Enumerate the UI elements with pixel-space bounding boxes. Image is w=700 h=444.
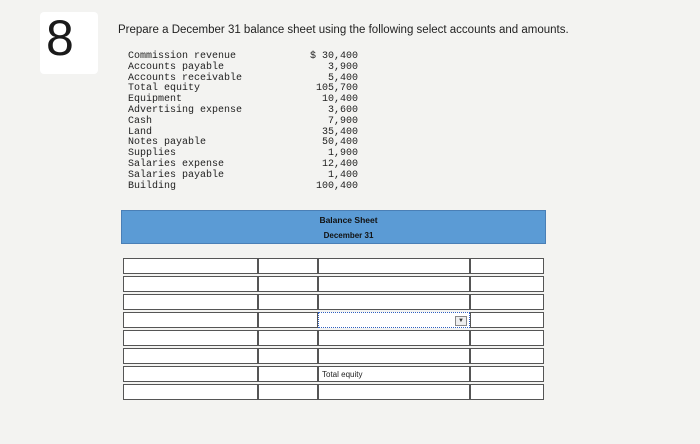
- balance-sheet-grid: [121, 244, 546, 402]
- accounts-list: [128, 52, 358, 192]
- table-row: [121, 312, 546, 328]
- account-name: Building: [128, 180, 177, 192]
- account-select[interactable]: [318, 312, 470, 328]
- table-row: [121, 348, 546, 364]
- account-input[interactable]: [318, 348, 470, 364]
- total-equity-label: Total equity: [322, 370, 363, 379]
- amount-input[interactable]: [470, 348, 544, 364]
- account-name: Notes payable: [128, 137, 207, 149]
- account-input[interactable]: [123, 276, 258, 292]
- account-name: Cash: [128, 115, 153, 127]
- account-input[interactable]: [318, 330, 470, 346]
- table-row: [121, 366, 546, 382]
- account-name: Total equity: [128, 83, 201, 95]
- account-amount: 5,400: [327, 72, 358, 84]
- account-amount: 3,900: [327, 61, 358, 73]
- amount-input[interactable]: [258, 294, 318, 310]
- account-name: Land: [128, 126, 153, 138]
- account-input[interactable]: [318, 384, 470, 400]
- total-equity-label-cell: [318, 366, 470, 382]
- table-row: [121, 258, 546, 274]
- table-row: [121, 276, 546, 292]
- amount-input[interactable]: [258, 312, 318, 328]
- amount-input[interactable]: [470, 384, 544, 400]
- balance-sheet-title: Balance Sheet: [319, 215, 378, 225]
- amount-input[interactable]: [258, 384, 318, 400]
- account-input[interactable]: [123, 366, 258, 382]
- account-input[interactable]: [123, 258, 258, 274]
- account-input[interactable]: [123, 330, 258, 346]
- account-name: Accounts receivable: [128, 72, 243, 84]
- account-amount: 7,900: [327, 115, 358, 127]
- account-amount: 1,900: [327, 148, 358, 160]
- amount-input[interactable]: [470, 276, 544, 292]
- balance-sheet-date: December 31: [323, 231, 374, 240]
- account-amount: $ 30,400: [309, 51, 358, 62]
- account-input[interactable]: [318, 258, 470, 274]
- account-input[interactable]: [123, 312, 258, 328]
- account-input[interactable]: [318, 294, 470, 310]
- account-amount: 100,400: [315, 180, 358, 192]
- account-input[interactable]: [318, 276, 470, 292]
- account-amount: 3,600: [327, 104, 358, 116]
- account-name: Salaries expense: [128, 158, 225, 170]
- account-name: Supplies: [128, 148, 177, 160]
- question-prompt: Prepare a December 31 balance sheet using the following select accounts and amounts.: [118, 24, 569, 36]
- amount-input[interactable]: [258, 258, 318, 274]
- account-row: [128, 182, 358, 193]
- account-name: Salaries payable: [128, 169, 225, 181]
- account-amount: 1,400: [327, 169, 358, 181]
- balance-sheet-header: [121, 210, 546, 244]
- account-name: Equipment: [128, 94, 183, 106]
- table-row: [121, 384, 546, 400]
- amount-input[interactable]: [470, 366, 544, 382]
- account-name: Advertising expense: [128, 104, 243, 116]
- account-row: [128, 106, 358, 117]
- account-input[interactable]: [123, 348, 258, 364]
- amount-input[interactable]: [258, 330, 318, 346]
- account-amount: 105,700: [315, 83, 358, 95]
- amount-input[interactable]: [258, 366, 318, 382]
- account-amount: 50,400: [321, 137, 358, 149]
- table-row: [121, 330, 546, 346]
- amount-input[interactable]: [258, 348, 318, 364]
- account-name: Commission revenue: [128, 51, 237, 62]
- account-name: Accounts payable: [128, 61, 225, 73]
- amount-input[interactable]: [470, 312, 544, 328]
- account-row: [128, 171, 358, 182]
- amount-input[interactable]: [470, 258, 544, 274]
- account-input[interactable]: [123, 384, 258, 400]
- table-row: [121, 294, 546, 310]
- account-amount: 10,400: [321, 94, 358, 106]
- amount-input[interactable]: [470, 330, 544, 346]
- question-number: 8: [46, 10, 74, 66]
- account-amount: 12,400: [321, 158, 358, 170]
- account-row: [128, 63, 358, 74]
- account-amount: 35,400: [321, 126, 358, 138]
- chevron-down-icon[interactable]: ▼: [455, 316, 467, 326]
- amount-input[interactable]: [258, 276, 318, 292]
- account-row: [128, 117, 358, 128]
- amount-input[interactable]: [470, 294, 544, 310]
- account-input[interactable]: [123, 294, 258, 310]
- balance-sheet-form: [121, 210, 546, 398]
